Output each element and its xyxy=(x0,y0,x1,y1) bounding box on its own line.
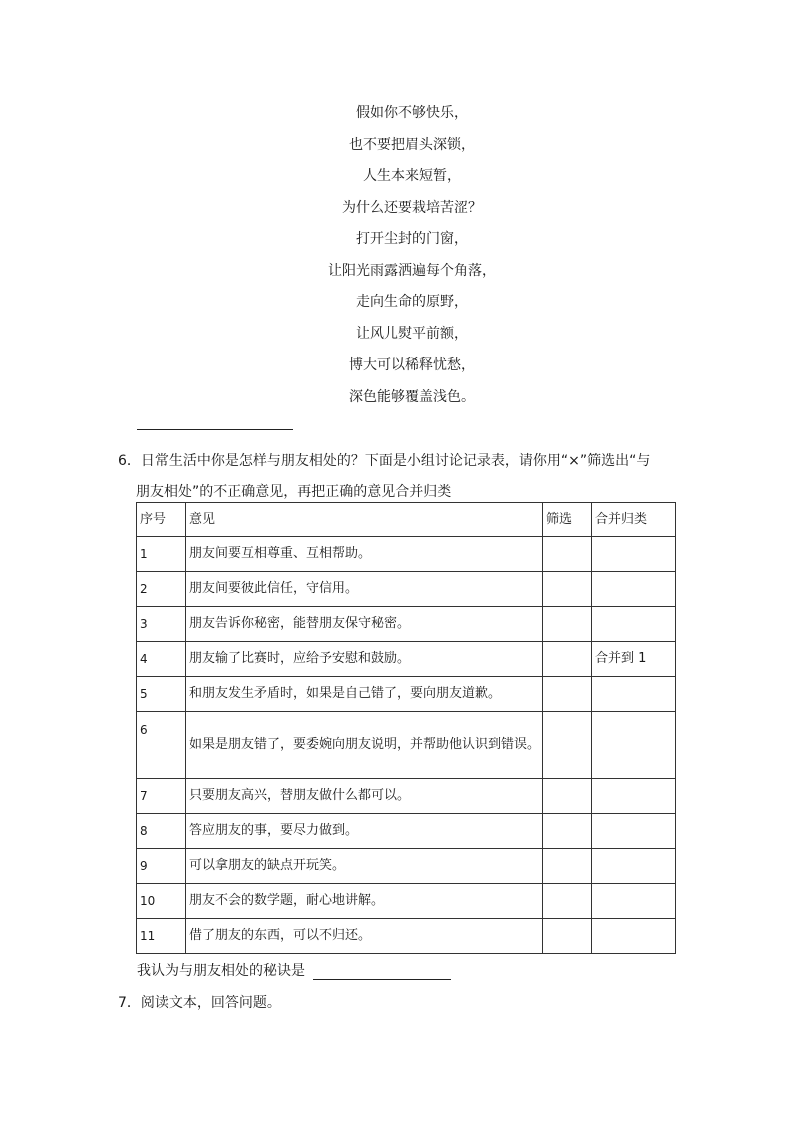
table-row xyxy=(137,642,676,677)
poem-line: 深色能够覆盖浅色。 xyxy=(349,388,475,405)
table-header-row xyxy=(137,503,676,537)
filter-cell[interactable] xyxy=(543,712,592,779)
row-number: 10 xyxy=(137,884,186,919)
table-row xyxy=(137,607,676,642)
row-opinion: 朋友间要彼此信任，守信用。 xyxy=(186,572,543,607)
secret-answer-blank[interactable] xyxy=(313,965,451,980)
row-number: 9 xyxy=(137,849,186,884)
row-number: 5 xyxy=(137,677,186,712)
merge-cell[interactable]: 合并到 1 xyxy=(592,642,676,677)
header-opinion: 意见 xyxy=(186,503,543,537)
table-row xyxy=(137,572,676,607)
secret-prompt xyxy=(137,960,451,980)
poem-line: 打开尘封的门窗， xyxy=(356,231,468,247)
filter-cell[interactable] xyxy=(543,884,592,919)
filter-cell[interactable] xyxy=(543,919,592,954)
merge-cell[interactable] xyxy=(592,849,676,884)
filter-cell[interactable] xyxy=(543,779,592,814)
question-7: 7．阅读文本，回答问题。 xyxy=(118,995,281,1011)
row-opinion: 答应朋友的事，要尽力做到。 xyxy=(186,814,543,849)
merge-cell[interactable] xyxy=(592,779,676,814)
table-row xyxy=(137,712,676,779)
table-row xyxy=(137,814,676,849)
filter-cell[interactable] xyxy=(543,607,592,642)
filter-cell[interactable] xyxy=(543,814,592,849)
filter-cell[interactable] xyxy=(543,572,592,607)
row-opinion: 朋友间要互相尊重、互相帮助。 xyxy=(186,537,543,572)
opinion-table xyxy=(136,502,676,954)
poem xyxy=(0,98,794,413)
row-number: 3 xyxy=(137,607,186,642)
table-row xyxy=(137,884,676,919)
row-number: 2 xyxy=(137,572,186,607)
row-number: 1 xyxy=(137,537,186,572)
row-opinion: 朋友不会的数学题，耐心地讲解。 xyxy=(186,884,543,919)
secret-prompt-label: 我认为与朋友相处的秘诀是 xyxy=(137,963,305,979)
poem-line: 让阳光雨露洒遍每个角落， xyxy=(328,262,496,279)
poem-line: 让风儿熨平前额， xyxy=(356,325,468,342)
table-row xyxy=(137,919,676,954)
merge-cell[interactable] xyxy=(592,607,676,642)
merge-cell[interactable] xyxy=(592,572,676,607)
header-merge: 合并归类 xyxy=(592,503,676,537)
table-row xyxy=(137,779,676,814)
row-opinion: 可以拿朋友的缺点开玩笑。 xyxy=(186,849,543,884)
row-opinion: 只要朋友高兴，替朋友做什么都可以。 xyxy=(186,779,543,814)
merge-cell[interactable] xyxy=(592,919,676,954)
row-opinion: 朋友输了比赛时，应给予安慰和鼓励。 xyxy=(186,642,543,677)
header-number: 序号 xyxy=(137,503,186,537)
filter-cell[interactable] xyxy=(543,849,592,884)
poem-line: 为什么还要栽培苦涩？ xyxy=(342,199,482,216)
merge-cell[interactable] xyxy=(592,884,676,919)
row-opinion: 朋友告诉你秘密，能替朋友保守秘密。 xyxy=(186,607,543,642)
row-opinion: 和朋友发生矛盾时，如果是自己错了，要向朋友道歉。 xyxy=(186,677,543,712)
answer-blank-line[interactable] xyxy=(137,428,293,430)
row-number: 8 xyxy=(137,814,186,849)
filter-cell[interactable] xyxy=(543,677,592,712)
poem-line: 也不要把眉头深锁， xyxy=(349,136,475,153)
row-opinion: 如果是朋友错了，要委婉向朋友说明，并帮助他认识到错误。 xyxy=(186,712,543,779)
row-number: 11 xyxy=(137,919,186,954)
merge-cell[interactable] xyxy=(592,537,676,572)
merge-cell[interactable] xyxy=(592,677,676,712)
filter-cell[interactable] xyxy=(543,642,592,677)
merge-cell[interactable] xyxy=(592,712,676,779)
question-6 xyxy=(118,446,678,508)
row-number: 6 xyxy=(137,712,186,779)
merge-cell[interactable] xyxy=(592,814,676,849)
row-opinion: 借了朋友的东西，可以不归还。 xyxy=(186,919,543,954)
question-6-line-1: 6．日常生活中你是怎样与朋友相处的？下面是小组讨论记录表，请你用“×”筛选出“与 xyxy=(118,453,651,469)
question-6-line-2: 朋友相处”的不正确意见，再把正确的意见合并归类 xyxy=(136,484,452,500)
poem-line: 人生本来短暂， xyxy=(363,168,461,184)
filter-cell[interactable] xyxy=(543,537,592,572)
row-number: 4 xyxy=(137,642,186,677)
poem-line: 走向生命的原野， xyxy=(356,294,468,310)
row-number: 7 xyxy=(137,779,186,814)
table-row xyxy=(137,849,676,884)
poem-line: 博大可以稀释忧愁， xyxy=(349,357,475,373)
header-filter: 筛选 xyxy=(543,503,592,537)
table-row xyxy=(137,677,676,712)
table-row xyxy=(137,537,676,572)
poem-line: 假如你不够快乐， xyxy=(356,105,468,121)
